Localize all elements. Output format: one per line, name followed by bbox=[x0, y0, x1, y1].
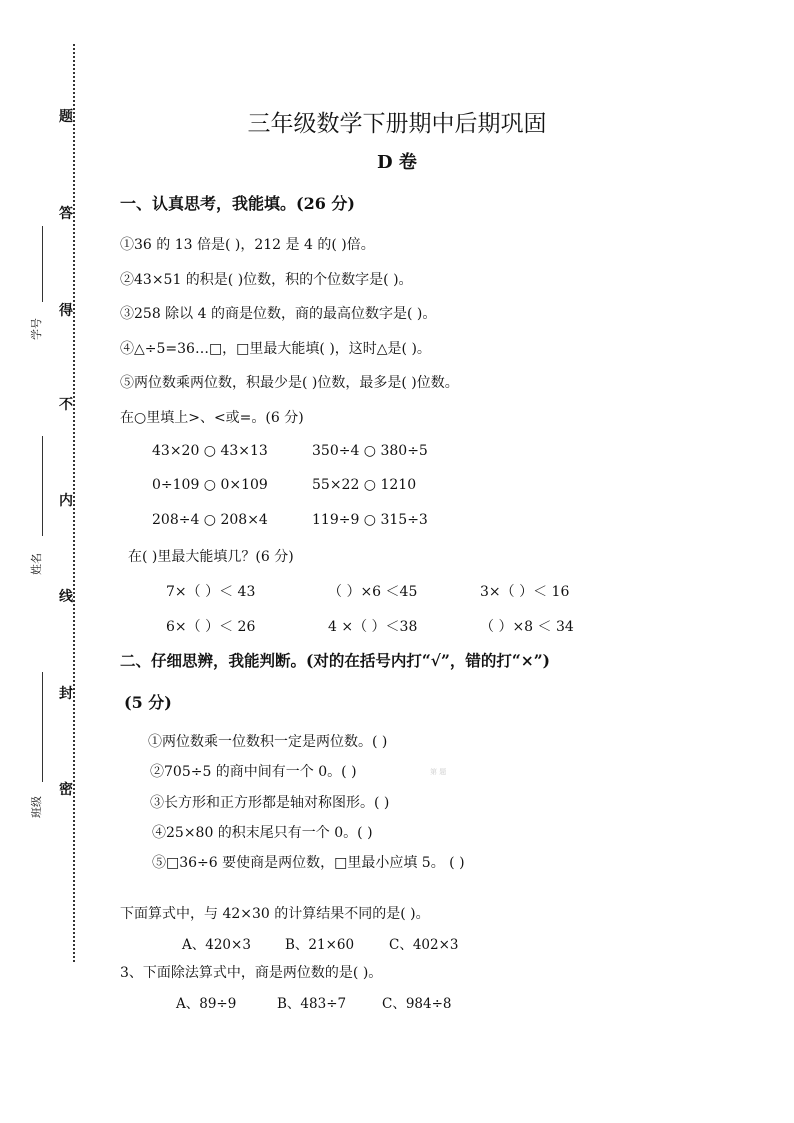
margin-char-2: 答 bbox=[59, 206, 73, 222]
mc-option: C、984÷8 bbox=[382, 996, 452, 1012]
faint-mark: 第 题 bbox=[430, 768, 447, 776]
compare-heading: 在○里填上>、<或=。(6 分) bbox=[120, 410, 304, 426]
compare-cell: 208÷4 ○ 208×4 bbox=[152, 512, 268, 528]
compare-cell: 0÷109 ○ 0×109 bbox=[152, 477, 268, 493]
fill-item-5: ⑤两位数乘两位数，积最少是( )位数，最多是( )位数。 bbox=[120, 375, 459, 391]
judge-item-4: ④25×80 的积末尾只有一个 0。( ) bbox=[152, 825, 373, 841]
margin-char-5: 内 bbox=[59, 493, 73, 509]
max-fill-cell: 6×（ ）＜ 26 bbox=[166, 619, 256, 635]
max-fill-cell: 3×（ ）＜ 16 bbox=[480, 584, 570, 600]
margin-char-8: 密 bbox=[59, 782, 73, 798]
max-fill-cell: （ ）×6 ＜45 bbox=[328, 584, 418, 600]
section2-score: (5 分) bbox=[124, 693, 172, 712]
class-line bbox=[42, 672, 43, 782]
fill-item-1: ①36 的 13 倍是( )，212 是 4 的( )倍。 bbox=[120, 237, 375, 253]
fill-item-4: ④△÷5=36…□，□里最大能填( )，这时△是( )。 bbox=[120, 341, 431, 357]
mc-question-1: 下面算式中，与 42×30 的计算结果不同的是( )。 bbox=[120, 906, 430, 922]
margin-char-1: 题 bbox=[59, 109, 73, 125]
class-label: 班级 bbox=[30, 796, 43, 818]
margin-char-4: 不 bbox=[59, 397, 73, 413]
max-fill-heading: 在( )里最大能填几？(6 分) bbox=[128, 549, 294, 565]
page-subtitle: D 卷 bbox=[377, 152, 417, 173]
mc-option: A、89÷9 bbox=[176, 996, 237, 1012]
margin-char-3: 得 bbox=[59, 303, 73, 319]
name-label: 姓名 bbox=[30, 553, 43, 575]
mc-question-2: 3、下面除法算式中，商是两位数的是( )。 bbox=[120, 965, 383, 981]
compare-cell: 350÷4 ○ 380÷5 bbox=[312, 443, 428, 459]
student-id-line bbox=[42, 226, 43, 302]
judge-item-3: ③长方形和正方形都是轴对称图形。( ) bbox=[150, 795, 390, 811]
judge-item-2: ②705÷5 的商中间有一个 0。( ) bbox=[150, 764, 357, 780]
max-fill-cell: 4 ×（ ）＜38 bbox=[328, 619, 418, 635]
section1-heading: 一、认真思考，我能填。(26 分) bbox=[120, 194, 355, 213]
fill-item-3: ③258 除以 4 的商是位数，商的最高位数字是( )。 bbox=[120, 306, 437, 322]
name-line bbox=[42, 436, 43, 536]
compare-cell: 119÷9 ○ 315÷3 bbox=[312, 512, 428, 528]
mc-option: B、21×60 bbox=[285, 937, 355, 953]
mc-option: C、402×3 bbox=[389, 937, 459, 953]
mc-option: A、420×3 bbox=[182, 937, 251, 953]
judge-item-1: ①两位数乘一位数积一定是两位数。( ) bbox=[148, 734, 388, 750]
compare-cell: 55×22 ○ 1210 bbox=[312, 477, 417, 493]
margin-char-6: 线 bbox=[59, 589, 73, 605]
judge-item-5: ⑤□36÷6 要使商是两位数，□里最小应填 5。 ( ) bbox=[152, 855, 465, 871]
page-title: 三年级数学下册期中后期巩固 bbox=[247, 111, 547, 137]
fill-item-2: ②43×51 的积是( )位数，积的个位数字是( )。 bbox=[120, 272, 413, 288]
student-id-label: 学号 bbox=[30, 318, 43, 340]
mc-option: B、483÷7 bbox=[277, 996, 347, 1012]
compare-cell: 43×20 ○ 43×13 bbox=[152, 443, 268, 459]
max-fill-cell: （ ）×8 ＜ 34 bbox=[480, 619, 574, 635]
margin-char-7: 封 bbox=[59, 686, 73, 702]
max-fill-cell: 7×（ ）＜ 43 bbox=[166, 584, 256, 600]
section2-heading: 二、仔细思辨，我能判断。(对的在括号内打“√”，错的打“×”) bbox=[120, 651, 551, 670]
